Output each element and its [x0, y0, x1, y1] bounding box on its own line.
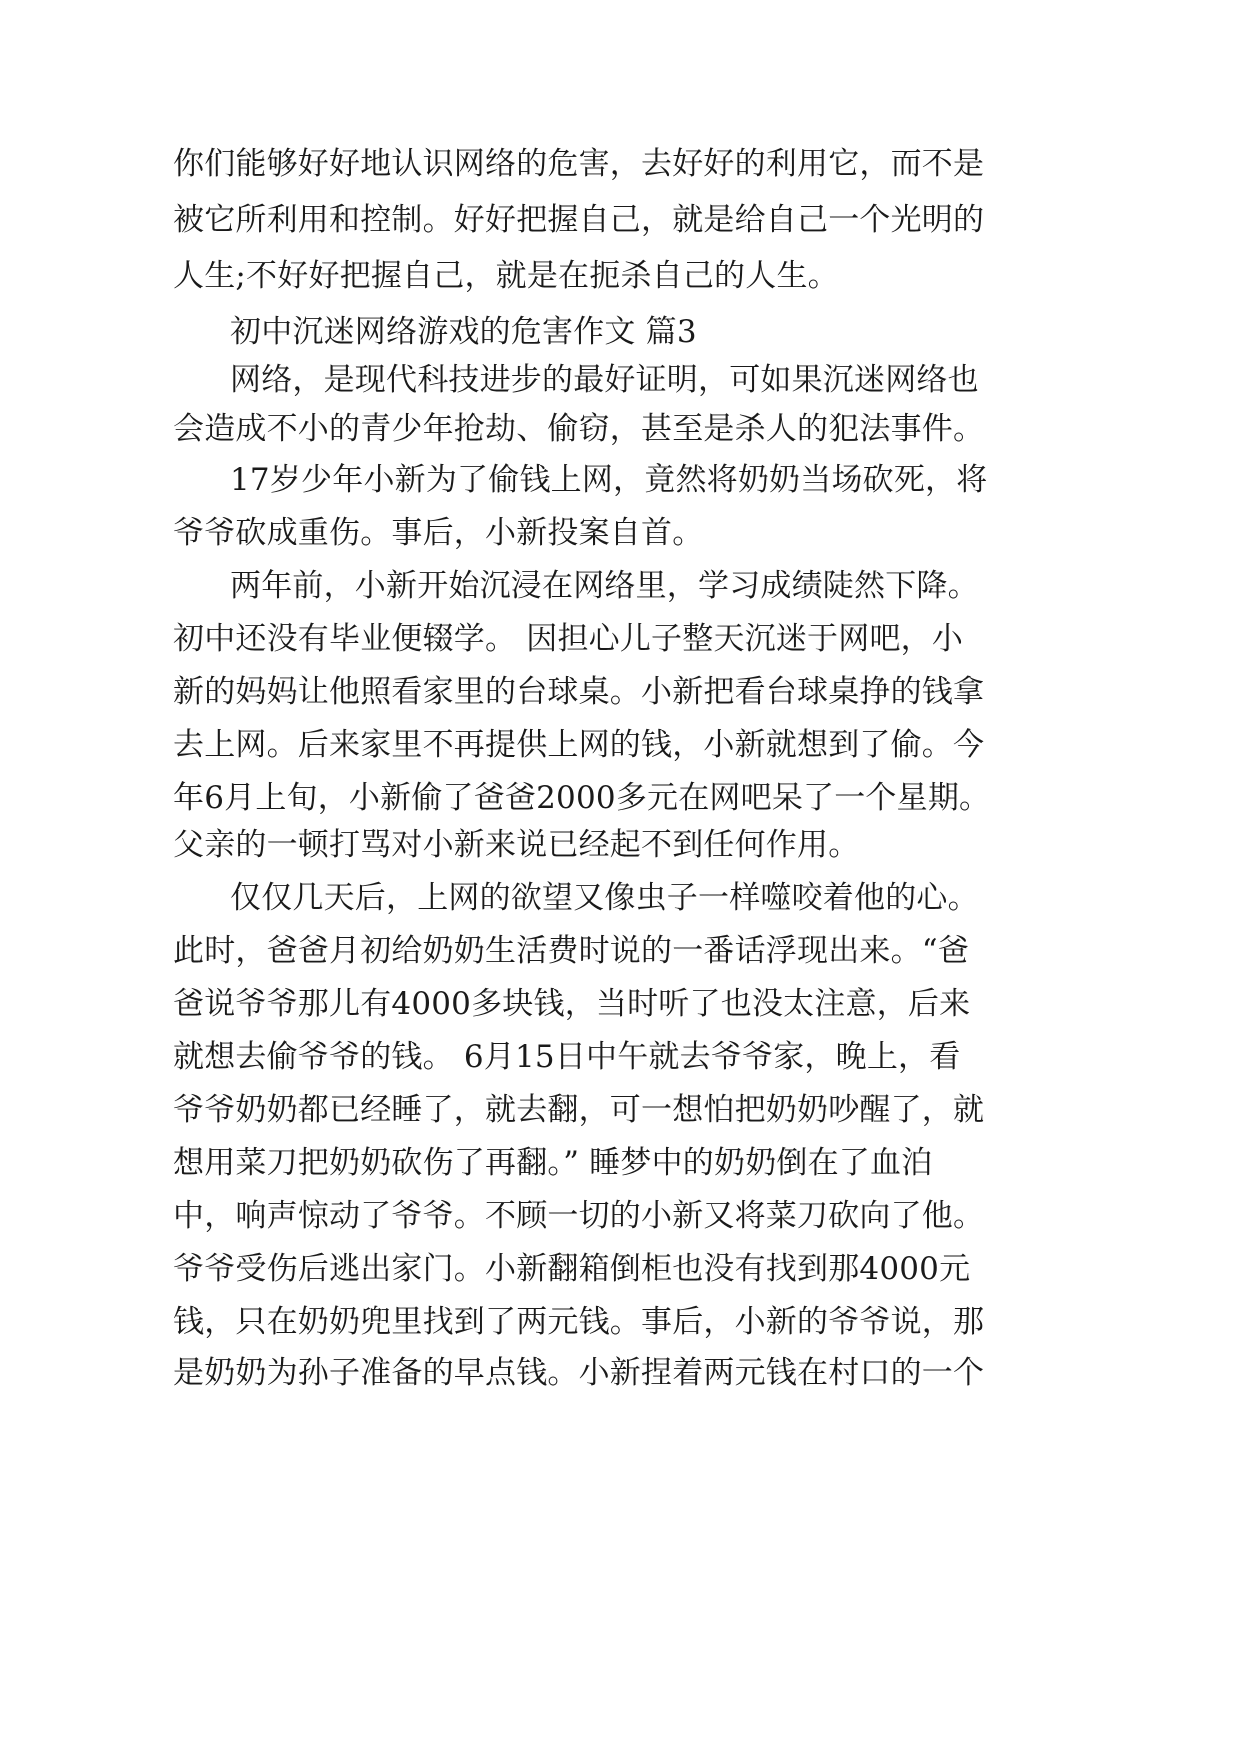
line-text: 会造成不小的青少年抢劫、偷窃，甚至是杀人的犯法事件。 [173, 411, 985, 447]
line-text: 爸说爷爷那儿有4000多块钱，当时听了也没太注意，后来 [173, 986, 971, 1022]
text-line [0, 190, 1241, 250]
text-line [0, 974, 1241, 1034]
text-line [0, 1080, 1241, 1140]
line-text: 年6月上旬，小新偷了爸爸2000多元在网吧呆了一个星期。 [173, 780, 991, 816]
text-line [0, 1133, 1241, 1193]
text-line [0, 715, 1241, 775]
line-text: 是奶奶为孙子准备的早点钱。小新捏着两元钱在村口的一个 [173, 1355, 985, 1391]
text-line [0, 662, 1241, 722]
line-text: 父亲的一顿打骂对小新来说已经起不到任何作用。 [173, 827, 860, 863]
text-line [0, 1239, 1241, 1299]
line-text: 爷爷受伤后逃出家门。小新翻箱倒柜也没有找到那4000元 [173, 1251, 971, 1287]
line-text: 新的妈妈让他照看家里的台球桌。小新把看台球桌挣的钱拿 [173, 674, 985, 710]
text-line [0, 134, 1241, 194]
line-text: 初中还没有毕业便辍学。 因担心儿子整天沉迷于网吧，小 [173, 621, 964, 657]
line-text: 此时，爸爸月初给奶奶生活费时说的一番话浮现出来。“爸 [173, 933, 970, 969]
text-line [0, 1186, 1241, 1246]
line-text: 就想去偷爷爷的钱。 6月15日中午就去爷爷家，晚上，看 [173, 1039, 961, 1075]
text-line [0, 1027, 1241, 1087]
line-text: 去上网。后来家里不再提供上网的钱，小新就想到了偷。今 [173, 727, 985, 763]
text-line [0, 921, 1241, 981]
text-line [0, 815, 1241, 875]
line-text: 两年前，小新开始沉浸在网络里，学习成绩陡然下降。 [230, 568, 979, 604]
line-text: 爷爷砍成重伤。事后，小新投案自首。 [173, 515, 704, 551]
line-text: 人生;不好好把握自己，就是在扼杀自己的人生。 [173, 258, 839, 294]
line-text: 中，响声惊动了爷爷。不顾一切的小新又将菜刀砍向了他。 [173, 1198, 985, 1234]
text-line [0, 450, 1241, 510]
line-text: 钱，只在奶奶兜里找到了两元钱。事后，小新的爷爷说，那 [173, 1304, 985, 1340]
text-line [0, 503, 1241, 563]
line-text: 爷爷奶奶都已经睡了，就去翻，可一想怕把奶奶吵醒了，就 [173, 1092, 985, 1128]
text-line [0, 246, 1241, 306]
text-line [0, 868, 1241, 928]
text-line [0, 1343, 1241, 1403]
line-text: 网络，是现代科技进步的最好证明，可如果沉迷网络也 [230, 362, 979, 398]
line-text: 想用菜刀把奶奶砍伤了再翻。” 睡梦中的奶奶倒在了血泊 [173, 1145, 933, 1181]
text-line [0, 556, 1241, 616]
line-text: 被它所利用和控制。好好把握自己，就是给自己一个光明的 [173, 202, 985, 238]
heading-text: 初中沉迷网络游戏的危害作文 篇3 [230, 314, 697, 350]
line-text: 仅仅几天后，上网的欲望又像虫子一样噬咬着他的心。 [230, 880, 979, 916]
text-line [0, 609, 1241, 669]
line-text: 你们能够好好地认识网络的危害，去好好的利用它，而不是 [173, 146, 985, 182]
line-text: 17岁少年小新为了偷钱上网，竟然将奶奶当场砍死，将 [230, 462, 988, 498]
